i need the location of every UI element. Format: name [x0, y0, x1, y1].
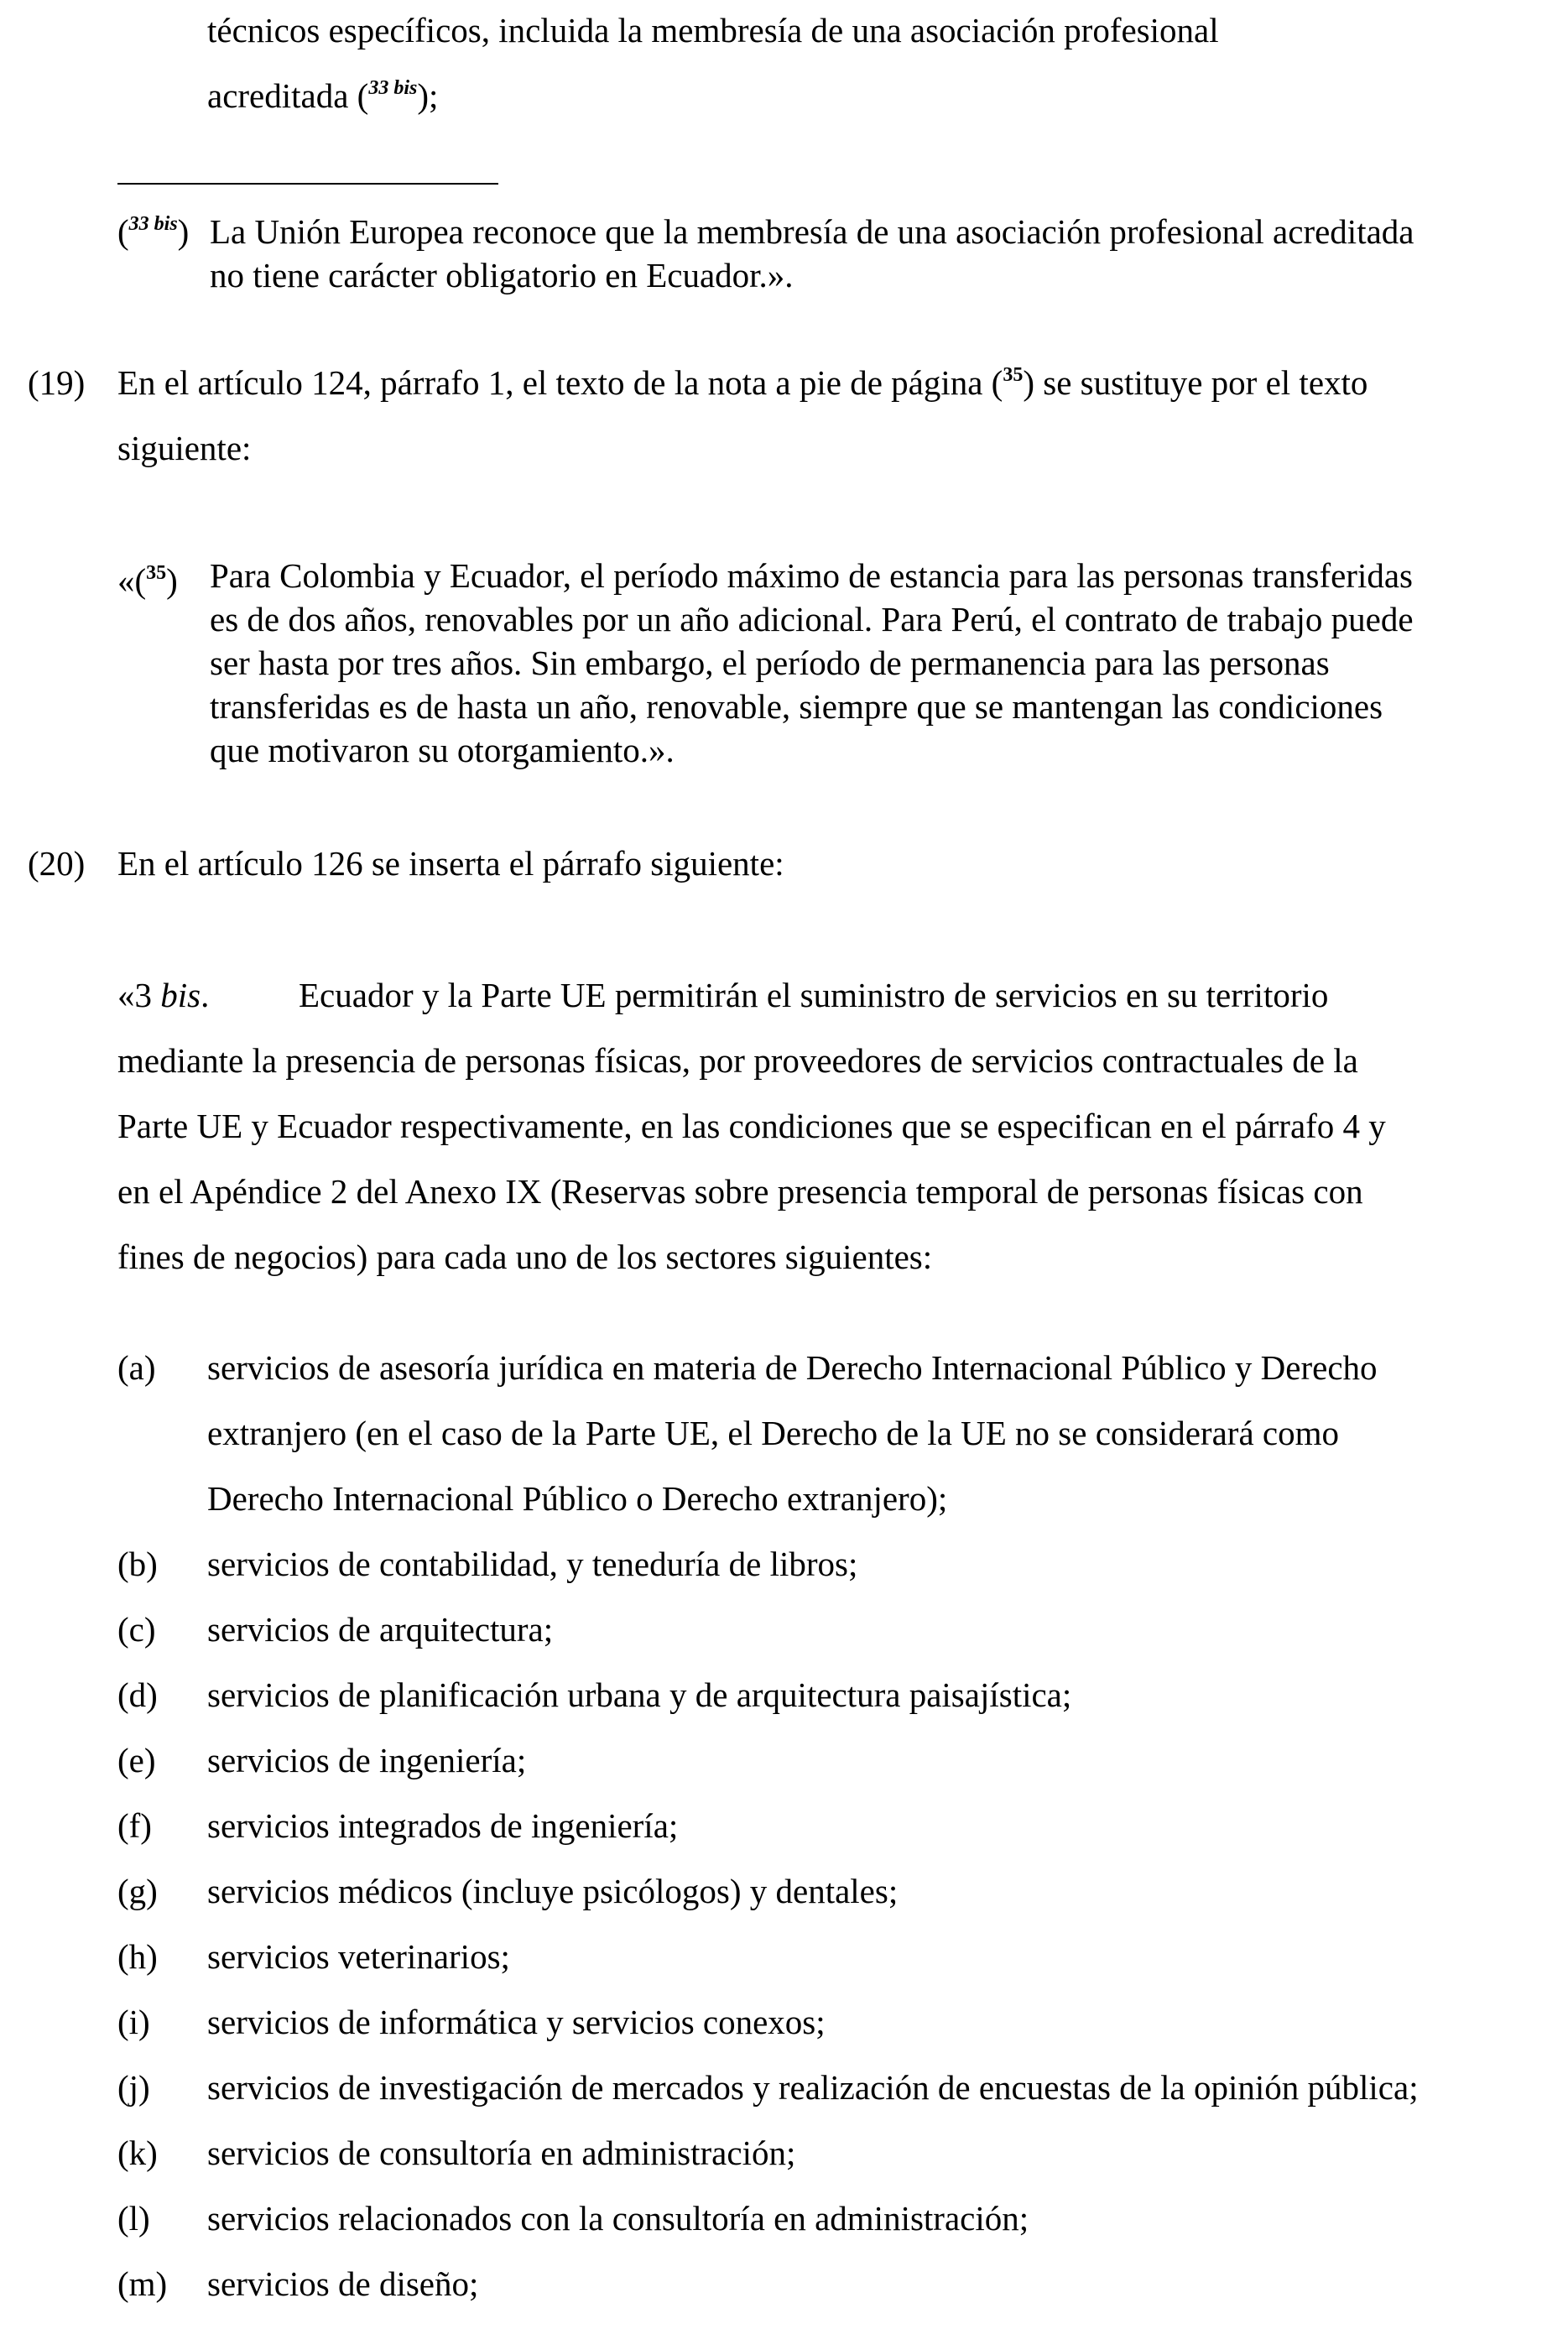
paragraph-3bis-label-italic: bis	[160, 976, 201, 1014]
sector-i-label: (i)	[117, 2003, 150, 2041]
sector-h-text: servicios veterinarios;	[207, 1937, 510, 1976]
sector-g-text: servicios médicos (incluye psicólogos) y dentales;	[207, 1872, 899, 1910]
footnote-35-close: )	[166, 561, 178, 600]
sector-j-text: servicios de investigación de mercados y realización de encuestas de la opinión pública;	[207, 2068, 1419, 2107]
intro-line-2-text: acreditada (	[207, 76, 369, 115]
sector-b-label: (b)	[117, 1545, 158, 1583]
paragraph-3bis-line-3: Parte UE y Ecuador respectivamente, en las condiciones que se especifican en el párrafo 4 y	[117, 1107, 1386, 1145]
footnote-ref-33bis: 33 bis	[368, 77, 418, 99]
sector-k-label: (k)	[117, 2134, 158, 2172]
footnote-33bis-number: 33 bis	[128, 213, 178, 235]
sector-c-label: (c)	[117, 1610, 156, 1649]
sector-i-text: servicios de informática y servicios conexos;	[207, 2003, 826, 2041]
item-20-number: (20)	[28, 844, 86, 883]
sector-j-label: (j)	[117, 2068, 150, 2107]
footnote-ref-35: 35	[1003, 364, 1024, 386]
paragraph-3bis-line-2: mediante la presencia de personas físicas, por proveedores de servicios contractuales de la	[117, 1041, 1358, 1080]
sector-l-label: (l)	[117, 2199, 150, 2238]
intro-line-2-end: );	[417, 76, 439, 115]
footnote-35-line-1: Para Colombia y Ecuador, el período máximo de estancia para las personas transferidas	[210, 556, 1413, 595]
paragraph-3bis-label-post: .	[201, 976, 210, 1014]
sector-f-label: (f)	[117, 1806, 152, 1845]
sector-a-line-3: Derecho Internacional Público o Derecho extranjero);	[207, 1479, 948, 1518]
sector-f-text: servicios integrados de ingeniería;	[207, 1806, 679, 1845]
item-19-line-2: siguiente:	[117, 429, 252, 467]
intro-line-2	[207, 76, 438, 116]
sector-d-text: servicios de planificación urbana y de arquitectura paisajística;	[207, 1675, 1072, 1714]
footnote-33bis-line-1: La Unión Europea reconoce que la membresía de una asociación profesional acreditada	[210, 212, 1414, 251]
footnote-35-open: «(	[117, 561, 147, 600]
footnote-33bis-line-2: no tiene carácter obligatorio en Ecuador.».	[210, 256, 794, 294]
paragraph-3bis-label	[117, 975, 209, 1015]
sector-m-label: (m)	[117, 2264, 168, 2303]
footnote-33bis-marker	[117, 211, 189, 252]
sector-c-text: servicios de arquitectura;	[207, 1610, 554, 1649]
footnote-33bis-open: (	[117, 212, 129, 251]
footnote-33bis-close: )	[177, 212, 190, 251]
sector-k-text: servicios de consultoría en administración;	[207, 2134, 796, 2172]
item-19-text: En el artículo 124, párrafo 1, el texto de la nota a pie de página (	[117, 363, 1003, 402]
footnote-35-number: 35	[146, 562, 167, 584]
footnote-35-line-5: que motivaron su otorgamiento.».	[210, 731, 675, 769]
intro-line-1: técnicos específicos, incluida la membresía de una asociación profesional	[207, 11, 1219, 49]
sector-a-label: (a)	[117, 1348, 156, 1387]
paragraph-3bis-line-4: en el Apéndice 2 del Anexo IX (Reservas sobre presencia temporal de personas físicas con	[117, 1172, 1363, 1211]
sector-d-label: (d)	[117, 1675, 158, 1714]
item-19-number: (19)	[28, 363, 86, 402]
sector-a-line-1: servicios de asesoría jurídica en materia de Derecho Internacional Público y Derecho	[207, 1348, 1378, 1387]
footnote-35-line-3: ser hasta por tres años. Sin embargo, el período de permanencia para las personas	[210, 643, 1330, 682]
footnote-35-body	[210, 554, 1414, 772]
item-20-text: En el artículo 126 se inserta el párrafo siguiente:	[117, 844, 784, 883]
footnote-35-line-2: es de dos años, renovables por un año adicional. Para Perú, el contrato de trabajo puede	[210, 600, 1414, 638]
sector-m-text: servicios de diseño;	[207, 2264, 479, 2303]
item-19-line-1	[117, 362, 1367, 403]
sector-l-text: servicios relacionados con la consultoría en administración;	[207, 2199, 1029, 2238]
footnote-35-marker	[117, 560, 178, 601]
sector-e-label: (e)	[117, 1741, 156, 1779]
paragraph-3bis-label-pre: «3	[117, 976, 161, 1014]
paragraph-3bis-line-5: fines de negocios) para cada uno de los sectores siguientes:	[117, 1237, 933, 1276]
sector-e-text: servicios de ingeniería;	[207, 1741, 527, 1779]
sector-a-line-2: extranjero (en el caso de la Parte UE, el Derecho de la UE no se considerará como	[207, 1414, 1339, 1452]
sector-g-label: (g)	[117, 1872, 158, 1910]
footnote-35-line-4: transferidas es de hasta un año, renovable, siempre que se mantengan las condiciones	[210, 687, 1383, 726]
item-19-text-end: ) se sustituye por el texto	[1023, 363, 1368, 402]
sector-b-text: servicios de contabilidad, y teneduría de libros;	[207, 1545, 858, 1583]
footnote-separator	[117, 183, 498, 185]
paragraph-3bis-line-1: Ecuador y la Parte UE permitirán el suministro de servicios en su territorio	[299, 976, 1329, 1014]
sector-h-label: (h)	[117, 1937, 158, 1976]
